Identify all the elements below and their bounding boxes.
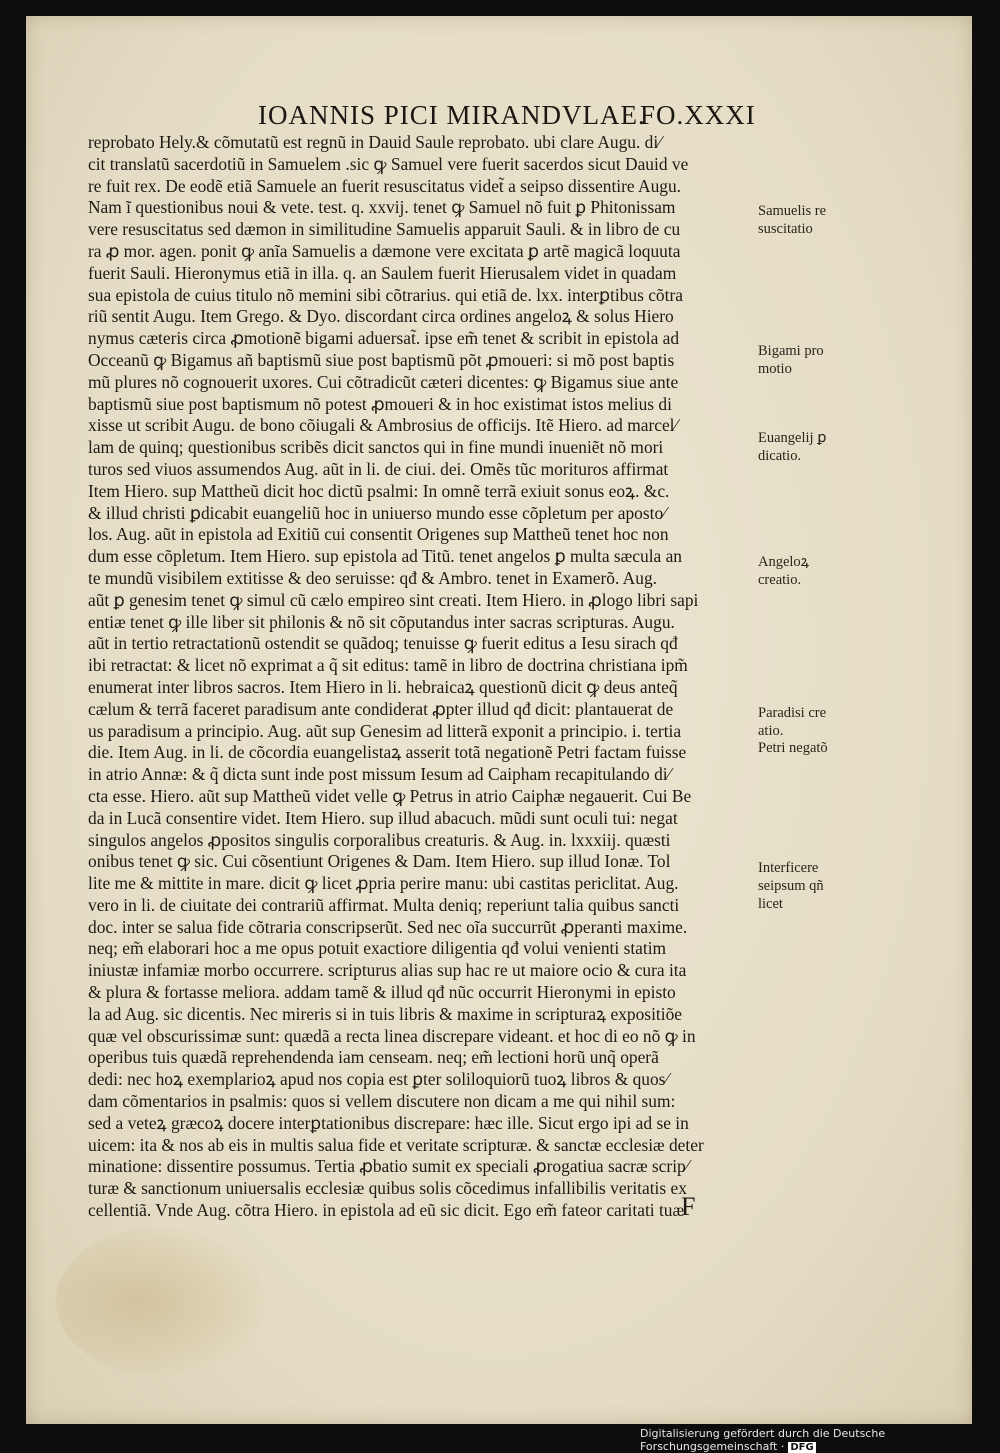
text-line: reprobato Hely.& cõmutatũ est regnũ in Dauid Saule reprobato. ubi clare Augu. di⁄ bbox=[88, 132, 662, 152]
text-line: doc. inter se salua fide cõtraria conscripserũt. Sed nec oĩa succurrũt ꝓperanti maxime. bbox=[88, 916, 688, 937]
margin-note bbox=[758, 704, 854, 740]
margin-note-line: Samuelis re bbox=[758, 203, 827, 219]
margin-note-line: Euangelij ꝑ bbox=[758, 430, 827, 446]
text-line: Nam ĩ questionibus noui & vete. test. q. xxvij. tenet ꝙ Samuel nõ fuit ꝑ Phitonissam bbox=[88, 197, 676, 218]
margin-note bbox=[758, 342, 854, 378]
text-line: riũ sentit Augu. Item Grego. & Dyo. discordant circa ordines angeloꝝ & solus Hiero bbox=[88, 306, 674, 327]
text-line: onibus tenet ꝙ sic. Cui cõsentiunt Origenes & Dam. Item Hiero. sup illud Ionæ. Tol bbox=[88, 851, 671, 872]
text-line: sed a veteꝝ græcoꝝ docere interꝑtationibus discrepare: hæc ille. Sicut ergo ipi ad se in bbox=[88, 1112, 689, 1133]
margin-note-line: Petri negatõ bbox=[758, 740, 828, 756]
text-line: cælum & terrã faceret paradisum ante condiderat ꝓpter illud qđ dicit: plantauerat de bbox=[88, 698, 674, 719]
text-line: lam de quinq; questionibus scribẽs dicit sanctos qui in fine mundi inueniẽt nõ mori bbox=[88, 437, 664, 458]
text-line: us paradisum a principio. Aug. aũt sup Genesim ad litterã exponit a principio. i. tertia bbox=[88, 720, 682, 741]
text-line: aũt ꝑ genesim tenet ꝙ simul cũ cælo empireo sint creati. Item Hiero. in ꝓlogo libri sapi bbox=[88, 589, 699, 610]
text-line: la ad Aug. sic dicentis. Nec mireris si in tuis libris & maxime in scripturaꝝ expositiõe bbox=[88, 1003, 682, 1024]
text-line: cta esse. Hiero. aũt sup Mattheũ videt velle ꝙ Petrus in atrio Caiphæ negauerit. Cui Be bbox=[88, 785, 692, 806]
text-line: baptismũ siue post baptismum nõ potest ꝓmoueri & in hoc existimat istos melius di bbox=[88, 393, 672, 414]
margin-note-line: atio. bbox=[758, 723, 784, 739]
margin-note bbox=[758, 553, 854, 589]
text-line: neq; em̃ elaborari hoc a me opus potuit exactiore diligentia qđ volui venienti statim bbox=[88, 938, 667, 959]
footer-credit bbox=[640, 1427, 1000, 1453]
text-line: dum esse cõpletum. Item Hiero. sup epistola ad Titũ. tenet angelos ꝑ multa sæcula an bbox=[88, 546, 683, 567]
margin-note-line: Bigami pro bbox=[758, 343, 824, 359]
text-line: nymus cæteris circa ꝓmotionẽ bigami aduersat̃. ipse em̃ tenet & scribit in epistola ad bbox=[88, 328, 680, 349]
margin-note-line: Angeloꝝ bbox=[758, 554, 810, 570]
signature-mark: F bbox=[681, 1192, 696, 1221]
margin-note bbox=[758, 739, 854, 757]
text-line: te mundũ visibilem extitisse & deo seruisse: qđ & Ambro. tenet in Examerõ. Aug. bbox=[88, 567, 657, 588]
footer-text: Digitalisierung gefördert durch die Deutsche Forschungsgemeinschaft · bbox=[640, 1427, 886, 1453]
text-line: da in Lucã consentire videt. Item Hiero. sup illud abacuch. mũdi sunt oculi tui: negat bbox=[88, 807, 678, 828]
margin-note-line: seipsum qñ bbox=[758, 878, 824, 894]
body-text bbox=[88, 132, 766, 1222]
text-line: & illud christi ꝑdicabit euangeliũ hoc in uniuerso mundo esse cõpletum per aposto⁄ bbox=[88, 502, 667, 523]
text-line: entiæ tenet ꝙ ille liber sit philonis & nõ sit cõputandus inter sacras scripturas. Augu. bbox=[88, 611, 675, 632]
text-line: iniustæ infamiæ morbo occurrere. scripturus alias sup hac re ut maiore ocio & cura ita bbox=[88, 960, 687, 981]
margin-note bbox=[758, 429, 854, 465]
text-line: fuerit Sauli. Hieronymus etiã in illa. q. an Saulem fuerit Hierusalem videt in quadam bbox=[88, 262, 677, 283]
text-line: vere resuscitatus sed dæmon in similitudine Samuelis apparuit Sauli. & in libro de cu bbox=[88, 219, 681, 240]
text-line: aũt in tertio retractationũ ostendit se quãdoq; tenuisse ꝙ fuerit editus a Iesu sirach qđ bbox=[88, 633, 678, 654]
margin-note bbox=[758, 202, 854, 238]
text-line: xisse ut scribit Augu. de bono cõiugali & Ambrosius de officijs. Itẽ Hiero. ad marcel⁄ bbox=[88, 415, 678, 436]
text-line: operibus tuis quædã reprehendenda iam censeam. neq; em̃ lectioni horũ unq̃ operã bbox=[88, 1047, 659, 1068]
margin-note bbox=[758, 859, 854, 913]
text-line: in atrio Annæ: & q̃ dicta sunt inde post missum Iesum ad Caipham recapitulando di⁄ bbox=[88, 764, 671, 785]
folio-number: FO.XXXI bbox=[640, 100, 756, 130]
text-line: dedi: nec hoꝝ exemplarioꝝ apud nos copia est ꝑter soliloquiorũ tuoꝝ libros & quos⁄ bbox=[88, 1069, 669, 1090]
text-line: uicem: ita & nos ab eis in multis salua fide et veritate scripturæ. & sanctæ ecclesiæ deter bbox=[88, 1134, 704, 1155]
running-head-title: IOANNIS PICI MIRANDVLAE. bbox=[258, 100, 646, 130]
text-line: singulos angelos ꝓpositos singulis corporalibus creaturis. & Aug. in. lxxxiij. quæsti bbox=[88, 829, 671, 850]
text-line: sua epistola de cuius titulo nõ memini sibi cõtrarius. qui etiã de. lxx. interꝑtibus cõtra bbox=[88, 284, 683, 305]
text-line: quæ vel obscurissimæ sunt: quædã a recta linea discrepare videant. et hoc di eo nõ ꝙ in bbox=[88, 1025, 696, 1046]
text-line: ra ꝓ mor. agen. ponit ꝙ anĩa Samuelis a dæmone vere excitata ꝑ artẽ magicã loquuta bbox=[88, 240, 681, 261]
text-line: vero in li. de ciuitate dei contrariũ affirmat. Multa deniq; reperiunt talia quibus sancti bbox=[88, 894, 680, 915]
margin-note-line: motio bbox=[758, 361, 792, 377]
text-line: Occeanũ ꝙ Bigamus añ baptismũ siue post baptismũ põt ꝓmoueri: si mõ post baptis bbox=[88, 349, 675, 370]
text-line: re fuit rex. De eodẽ etiã Samuele an fuerit resuscitatus videt̃ a seipso dissentire Augu. bbox=[88, 175, 682, 196]
book-page bbox=[26, 16, 972, 1424]
margin-note-line: creatio. bbox=[758, 572, 802, 588]
text-line: los. Aug. aũt in epistola ad Exitiũ cui consentit Origenes sup Mattheũ tenet hoc non bbox=[88, 524, 669, 545]
margin-note-line: suscitatio bbox=[758, 221, 813, 237]
margin-note-line: licet bbox=[758, 896, 783, 912]
text-line: turos sed viuos assumendos Aug. aũt in li. de ciui. dei. Omẽs tũc morituros affirmat bbox=[88, 458, 669, 479]
text-line: mũ plures nõ cognouerit uxores. Cui cõtradicũt cæteri dicentes: ꝙ Bigamus siue ante bbox=[88, 371, 679, 392]
text-line: enumerat inter libros sacros. Item Hiero in li. hebraicaꝝ questionũ dicit ꝙ deus anteq̃ bbox=[88, 676, 678, 697]
text-line: lite me & mittite in mare. dicit ꝙ licet ꝓpria perire manu: ubi castitas periclitat. Aug. bbox=[88, 873, 679, 894]
text-line: Item Hiero. sup Mattheũ dicit hoc dictũ psalmi: In omnẽ terrã exiuit sonus eoꝝ. &c. bbox=[88, 480, 670, 501]
text-line: die. Item Aug. in li. de cõcordia euangelistaꝝ asserit totã negationẽ Petri factam fuisse bbox=[88, 742, 687, 763]
text-line: cit translatũ sacerdotiũ in Samuelem .sic ꝙ Samuel vere fuerit sacerdos sicut Dauid ve bbox=[88, 153, 689, 174]
text-line: minatione: dissentire possumus. Tertia ꝓbatio sumit ex speciali ꝓrogatiua sacræ scrip⁄ bbox=[88, 1156, 689, 1177]
text-line: dam cõmentarios in psalmis: quos si vellem discutere non dicam a me qui nihil sum: bbox=[88, 1091, 676, 1112]
text-line: cellentiã. Vnde Aug. cõtra Hiero. in epistola ad eũ sic dicit. Ego em̃ fateor caritati tuæ bbox=[88, 1200, 685, 1221]
text-line: turæ & sanctionum uniuersalis ecclesiæ quibus solis cõcedimus infallibilis veritatis ex bbox=[88, 1178, 687, 1199]
margin-note-line: Paradisi cre bbox=[758, 705, 827, 721]
running-head bbox=[26, 90, 972, 130]
text-line: & plura & fortasse meliora. addam tamẽ & illud qđ nũc occurrit Hieronymi in episto bbox=[88, 982, 676, 1003]
text-line: ibi retractat: & licet nõ exprimat a q̃ sit editus: tamẽ in libro de doctrina christiana ipm̃ bbox=[88, 655, 688, 676]
margin-note-line: dicatio. bbox=[758, 448, 802, 464]
dfg-logo: DFG bbox=[790, 1442, 814, 1453]
margin-note-line: Interficere bbox=[758, 860, 819, 876]
water-stain bbox=[56, 1226, 266, 1376]
